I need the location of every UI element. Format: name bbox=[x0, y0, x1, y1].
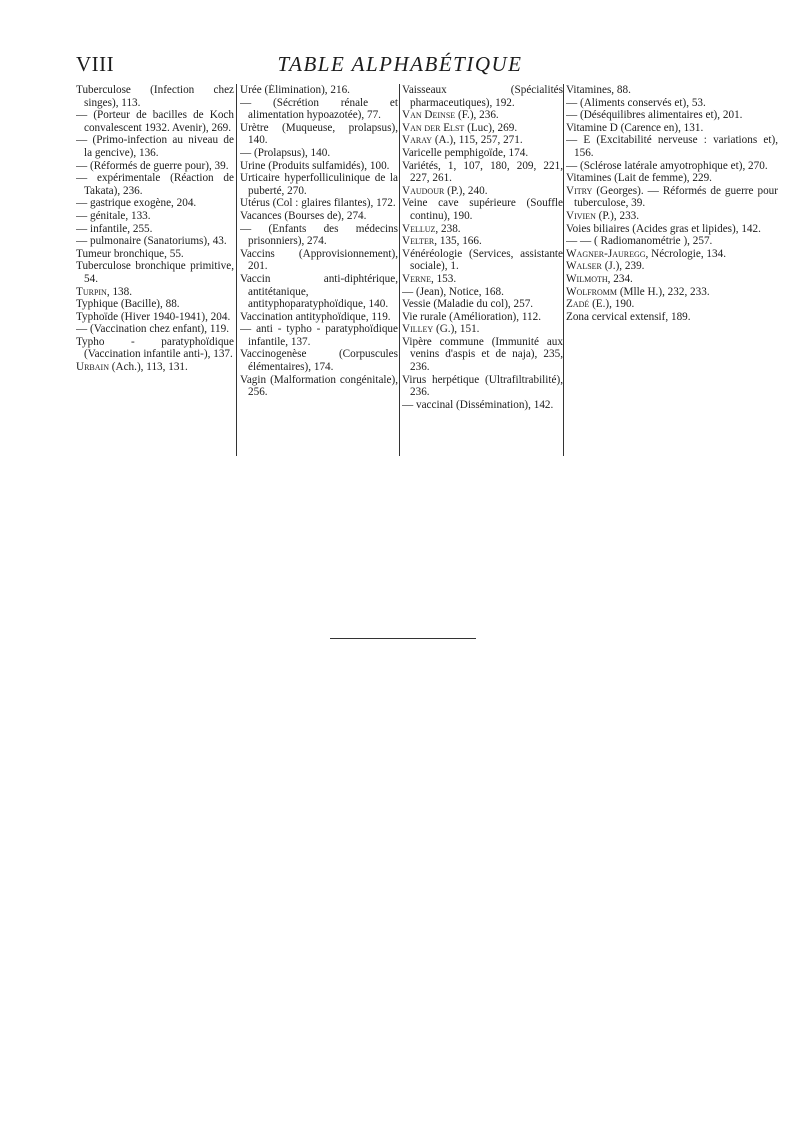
index-entry bbox=[76, 311, 234, 324]
entry-text: — vaccinal (Dissémination), 142. bbox=[402, 398, 554, 411]
index-entry bbox=[240, 311, 398, 324]
index-entry bbox=[76, 172, 234, 197]
entry-text: , 234. bbox=[607, 272, 633, 285]
index-entry bbox=[76, 248, 234, 261]
index-entry bbox=[76, 197, 234, 210]
index-entry bbox=[566, 286, 778, 299]
index-entry bbox=[240, 248, 398, 273]
index-entry bbox=[240, 160, 398, 173]
entry-text: Typhoïde (Hiver 1940-1941), 204. bbox=[76, 310, 231, 323]
entry-author-name: Villey bbox=[402, 323, 434, 336]
column-divider bbox=[563, 84, 564, 456]
entry-author-name: Vitry bbox=[566, 184, 593, 197]
entry-author-name: Van Deinse bbox=[402, 109, 456, 122]
entry-text: (F.), 236. bbox=[455, 109, 499, 122]
entry-text: Vie rurale (Amélioration), 112. bbox=[402, 310, 542, 323]
entry-text: Veine cave supérieure (Souffle continu), 190. bbox=[402, 197, 563, 222]
entry-text: Tuberculose bronchique primitive, 54. bbox=[76, 260, 234, 285]
entry-text: — anti - typho - paratyphoïdique infantile, 137. bbox=[240, 323, 398, 348]
entry-text: Vessie (Maladie du col), 257. bbox=[402, 298, 534, 311]
index-entry bbox=[402, 399, 563, 412]
entry-text: Urine (Produits sulfamidés), 100. bbox=[240, 159, 390, 172]
entry-text: Vaccin anti-diphtérique, antitétanique, antityphoparatyphoïdique, 140. bbox=[240, 272, 398, 311]
entry-author-name: Wilmoth bbox=[566, 272, 608, 285]
entry-text: Utérus (Col : glaires filantes), 172. bbox=[240, 197, 396, 210]
entry-text: (J.), 239. bbox=[601, 260, 645, 273]
index-entry bbox=[566, 248, 778, 261]
index-entry bbox=[402, 197, 563, 222]
entry-text: — expérimentale (Réaction de Takata), 236. bbox=[76, 172, 234, 197]
entry-text: , 135, 166. bbox=[434, 235, 482, 248]
entry-author-name: Wolfromm bbox=[566, 285, 618, 298]
entry-text: (Ach.), 113, 131. bbox=[108, 361, 188, 374]
entry-text: Vagin (Malformation congénitale), 256. bbox=[240, 373, 398, 399]
entry-text: — (Déséquilibres alimentaires et), 201. bbox=[566, 109, 743, 122]
index-entry bbox=[240, 348, 398, 373]
entry-author-name: Urbain bbox=[76, 361, 109, 374]
entry-text: Vacances (Bourses de), 274. bbox=[240, 209, 367, 222]
entry-text: Vaccins (Approvisionnement), 201. bbox=[240, 247, 398, 273]
index-entry bbox=[402, 248, 563, 273]
index-entry bbox=[76, 286, 234, 299]
entry-author-name: Vaudour bbox=[402, 184, 445, 197]
entry-text: Urticaire hyperfolliculinique de la puberté, 270. bbox=[240, 172, 398, 197]
page-number: VIII bbox=[76, 52, 115, 76]
index-entry bbox=[76, 361, 234, 374]
index-entry bbox=[566, 273, 778, 286]
index-entry bbox=[76, 323, 234, 336]
entry-text: — (Aliments conservés et), 53. bbox=[566, 96, 706, 109]
index-entry bbox=[76, 160, 234, 173]
index-column-2 bbox=[240, 84, 398, 474]
index-entry bbox=[566, 298, 778, 311]
entry-text: Vitamines (Lait de femme), 229. bbox=[566, 172, 712, 185]
entry-text: — — ( Radiomanométrie ), 257. bbox=[566, 235, 713, 248]
entry-text: , 138. bbox=[106, 285, 133, 298]
entry-text: Voies biliaires (Acides gras et lipides), 142. bbox=[566, 222, 761, 235]
index-entry bbox=[402, 147, 563, 160]
index-entry bbox=[402, 109, 563, 122]
index-entry bbox=[76, 235, 234, 248]
index-entry bbox=[240, 273, 398, 311]
entry-text: (Mlle H.), 232, 233. bbox=[617, 285, 710, 298]
entry-author-name: Vivien bbox=[566, 209, 596, 222]
entry-text: — (Primo-infection au niveau de la gencive), 136. bbox=[76, 134, 234, 159]
index-entry bbox=[402, 185, 563, 198]
index-entry bbox=[76, 298, 234, 311]
entry-text: Variétés, 1, 107, 180, 209, 221, 227, 261. bbox=[402, 159, 563, 185]
entry-text: Varicelle pemphigoïde, 174. bbox=[402, 146, 529, 159]
entry-text: (Georges). — Réformés de guerre pour tuberculose, 39. bbox=[574, 184, 778, 210]
index-entry bbox=[402, 235, 563, 248]
index-entry bbox=[566, 185, 778, 210]
entry-text: (A.), 115, 257, 271. bbox=[432, 134, 523, 147]
index-entry bbox=[402, 273, 563, 286]
entry-text: — E (Excitabilité nerveuse : variations et), 156. bbox=[566, 134, 778, 159]
entry-text: Vaccination antityphoïdique, 119. bbox=[240, 310, 391, 323]
index-entry bbox=[76, 336, 234, 361]
entry-author-name: Varay bbox=[402, 134, 433, 147]
index-entry bbox=[76, 223, 234, 236]
entry-text: Vaisseaux (Spécialités pharmaceutiques), 192. bbox=[402, 84, 563, 109]
entry-text: Vipère commune (Immunité aux venins d'aspis et de naja), 235, 236. bbox=[402, 335, 563, 374]
entry-text: (P.), 233. bbox=[595, 209, 640, 222]
index-entry bbox=[566, 134, 778, 159]
index-entry bbox=[566, 160, 778, 173]
entry-author-name: Zadé bbox=[566, 298, 590, 311]
entry-text: (G.), 151. bbox=[433, 323, 480, 336]
index-entry bbox=[402, 311, 563, 324]
entry-text: — (Jean), Notice, 168. bbox=[402, 285, 504, 298]
index-entry bbox=[566, 235, 778, 248]
entry-text: Vaccinogenèse (Corpuscules élémentaires), 174. bbox=[240, 348, 398, 374]
index-entry bbox=[240, 172, 398, 197]
running-title: TABLE ALPHABÉTIQUE bbox=[277, 52, 523, 76]
index-entry bbox=[402, 134, 563, 147]
entry-text: (E.), 190. bbox=[589, 298, 635, 311]
end-rule bbox=[330, 638, 476, 639]
entry-text: — (Sclérose latérale amyotrophique et), 270. bbox=[566, 159, 768, 172]
index-entry bbox=[402, 122, 563, 135]
index-entry bbox=[566, 260, 778, 273]
entry-text: (P.), 240. bbox=[444, 184, 488, 197]
entry-text: Tumeur bronchique, 55. bbox=[76, 247, 184, 260]
index-columns bbox=[76, 84, 781, 474]
index-column-3 bbox=[402, 84, 563, 474]
entry-text: Urée (Élimination), 216. bbox=[240, 84, 350, 96]
entry-text: Vitamines, 88. bbox=[566, 84, 631, 96]
entry-text: — (Sécrétion rénale et alimentation hypoazotée), 77. bbox=[240, 96, 398, 122]
entry-text: Virus herpétique (Ultrafiltrabilité), 236. bbox=[402, 373, 563, 399]
index-entry bbox=[402, 336, 563, 374]
index-entry bbox=[566, 97, 778, 110]
entry-text: (Luc), 269. bbox=[464, 121, 518, 134]
entry-text: , 238. bbox=[435, 222, 461, 235]
index-entry bbox=[566, 84, 778, 97]
index-entry bbox=[402, 286, 563, 299]
entry-text: — génitale, 133. bbox=[76, 209, 151, 222]
index-entry bbox=[240, 122, 398, 147]
index-column-1 bbox=[76, 84, 234, 474]
entry-text: Zona cervical extensif, 189. bbox=[566, 310, 691, 323]
entry-text: — pulmonaire (Sanatoriums), 43. bbox=[76, 235, 227, 248]
entry-author-name: Walser bbox=[566, 260, 602, 273]
index-entry bbox=[566, 109, 778, 122]
index-entry bbox=[76, 134, 234, 159]
index-entry bbox=[402, 223, 563, 236]
index-entry bbox=[240, 374, 398, 399]
entry-text: — (Réformés de guerre pour), 39. bbox=[76, 159, 229, 172]
entry-text: , 153. bbox=[430, 272, 457, 285]
entry-text: — (Enfants des médecins prisonniers), 274. bbox=[240, 222, 398, 248]
index-entry bbox=[76, 210, 234, 223]
entry-text: Urètre (Muqueuse, prolapsus), 140. bbox=[240, 121, 398, 147]
entry-text: , Nécrologie, 134. bbox=[645, 247, 726, 260]
entry-text: Typhique (Bacille), 88. bbox=[76, 298, 180, 311]
index-entry bbox=[402, 374, 563, 399]
index-entry bbox=[76, 109, 234, 134]
column-divider bbox=[399, 84, 400, 456]
entry-text: — (Porteur de bacilles de Koch convalescent 1932. Avenir), 269. bbox=[76, 109, 234, 134]
entry-author-name: Velter bbox=[402, 235, 435, 248]
entry-author-name: Turpin bbox=[76, 285, 107, 298]
index-entry bbox=[402, 160, 563, 185]
entry-text: Typho - paratyphoïdique (Vaccination infantile anti-), 137. bbox=[76, 335, 234, 361]
index-entry bbox=[76, 84, 234, 109]
entry-text: Vitamine D (Carence en), 131. bbox=[566, 121, 704, 134]
entry-text: — infantile, 255. bbox=[76, 222, 153, 235]
column-divider bbox=[236, 84, 237, 456]
index-entry bbox=[566, 223, 778, 236]
entry-text: — gastrique exogène, 204. bbox=[76, 197, 197, 210]
index-entry bbox=[566, 210, 778, 223]
entry-author-name: Verne bbox=[402, 272, 431, 285]
entry-text: — (Prolapsus), 140. bbox=[240, 146, 331, 159]
index-entry bbox=[402, 323, 563, 336]
index-entry bbox=[240, 210, 398, 223]
entry-text: — (Vaccination chez enfant), 119. bbox=[76, 323, 230, 336]
page-header bbox=[0, 52, 800, 86]
index-entry bbox=[566, 311, 778, 324]
index-entry bbox=[402, 84, 563, 109]
index-entry bbox=[402, 298, 563, 311]
index-entry bbox=[240, 223, 398, 248]
entry-author-name: Wagner-Jauregg bbox=[566, 247, 646, 260]
index-entry bbox=[240, 84, 398, 97]
index-entry bbox=[240, 147, 398, 160]
index-entry bbox=[566, 122, 778, 135]
entry-author-name: Velluz bbox=[402, 222, 436, 235]
index-entry bbox=[566, 172, 778, 185]
index-entry bbox=[240, 323, 398, 348]
index-entry bbox=[76, 260, 234, 285]
index-entry bbox=[240, 97, 398, 122]
entry-author-name: Van der Elst bbox=[402, 121, 465, 134]
entry-text: Vénéréologie (Services, assistante sociale), 1. bbox=[402, 247, 563, 273]
entry-text: Tuberculose (Infection chez singes), 113. bbox=[76, 84, 234, 109]
index-entry bbox=[240, 197, 398, 210]
index-column-4 bbox=[566, 84, 778, 474]
